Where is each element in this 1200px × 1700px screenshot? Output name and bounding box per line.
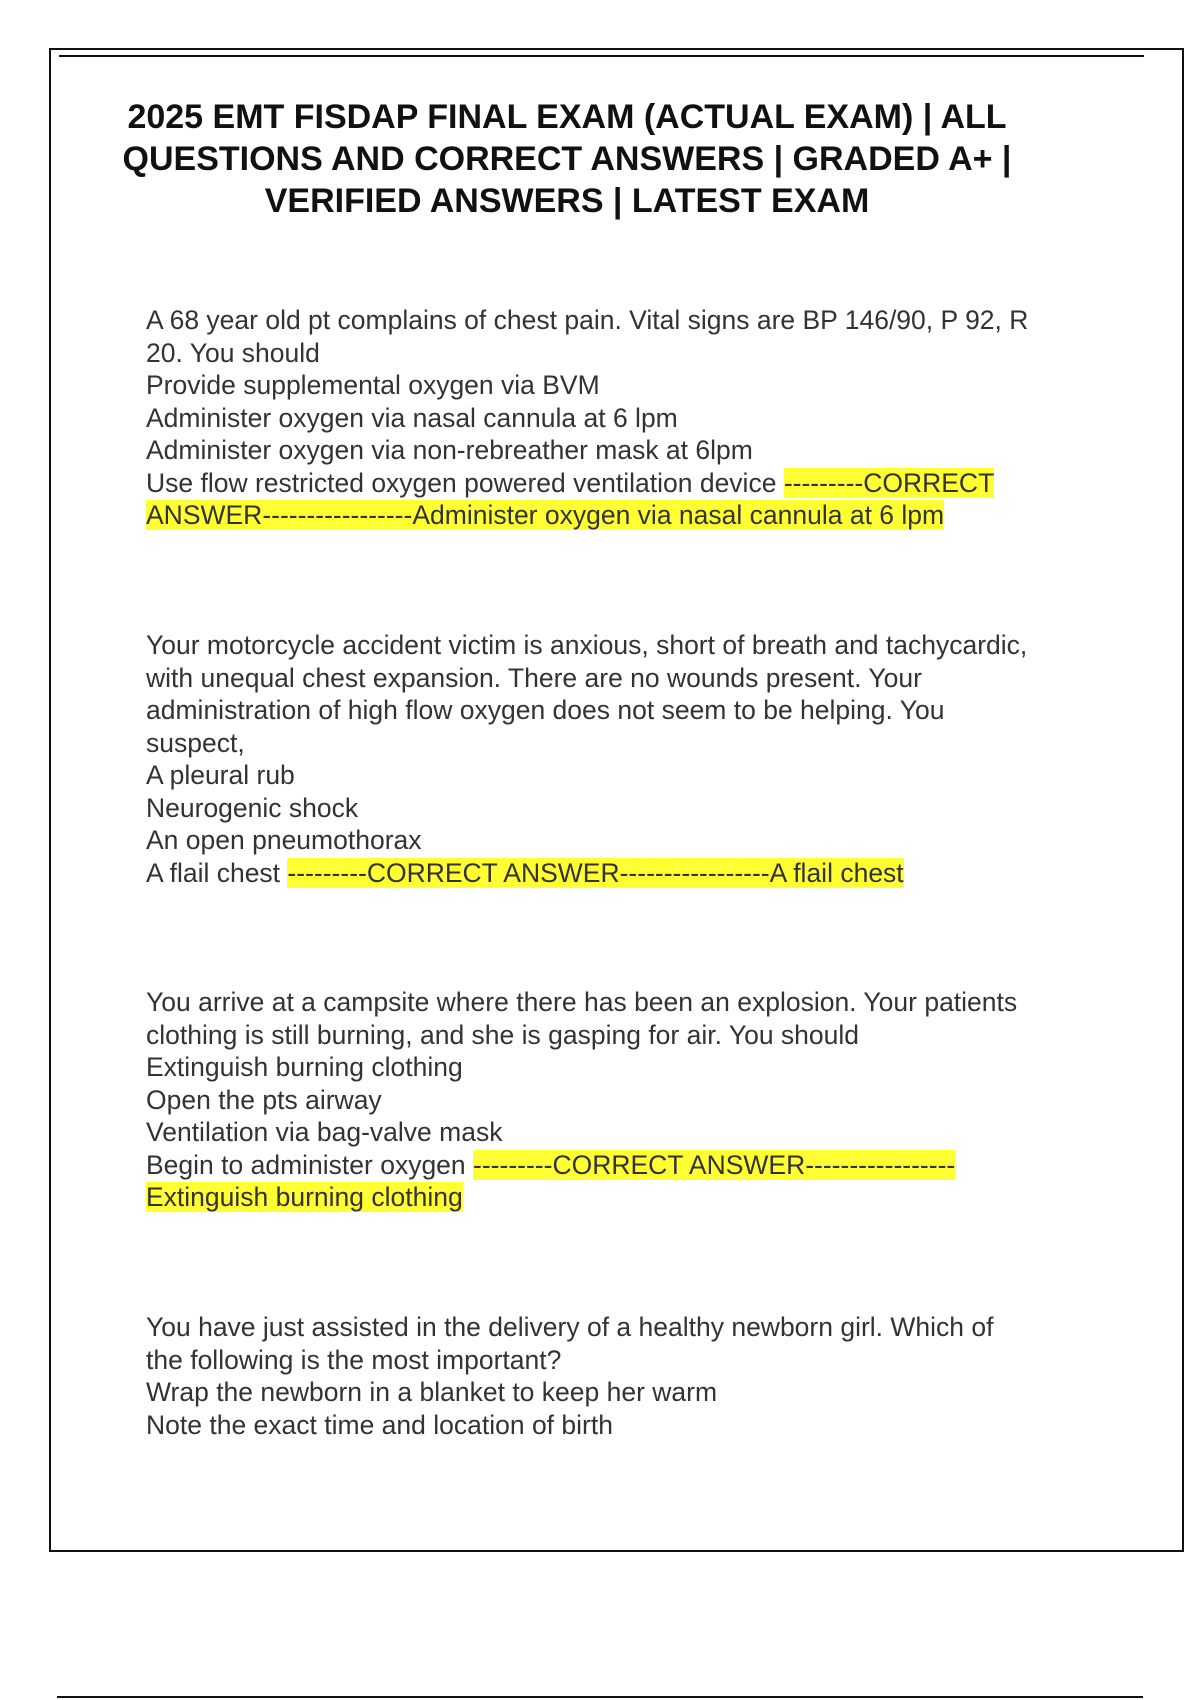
answer-option: Administer oxygen via nasal cannula at 6 lpm <box>146 402 678 433</box>
correct-answer-highlight: ANSWER-----------------Administer oxygen via nasal cannula at 6 lpm <box>146 500 945 530</box>
answer-option: Wrap the newborn in a blanket to keep her warm <box>146 1377 718 1407</box>
answer-option: Provide supplemental oxygen via BVM <box>146 370 600 400</box>
question-block-4 <box>146 1311 1096 1441</box>
answer-line <box>146 1181 1096 1214</box>
answer-option: A flail chest <box>146 857 281 888</box>
bottom-rule <box>57 1696 1143 1698</box>
question-text: the following is the most important? <box>146 1344 562 1375</box>
question-block-1 <box>146 304 1096 532</box>
document-title: 2025 EMT FISDAP FINAL EXAM (ACTUAL EXAM) | ALL QUESTIONS AND CORRECT ANSWERS | GRADED A+ | VERIFIED ANSWERS | LATEST EXAM <box>122 98 1012 220</box>
answer-line <box>146 499 1096 532</box>
answer-option: Open the pts airway <box>146 1084 382 1115</box>
answer-option: Neurogenic shock <box>146 792 359 823</box>
answer-option: A pleural rub <box>146 760 295 790</box>
answer-option: An open pneumothorax <box>146 825 422 855</box>
answer-option: Ventilation via bag-valve mask <box>146 1117 503 1147</box>
answer-option: Note the exact time and location of birth <box>146 1409 613 1440</box>
question-text: 20. You should <box>146 337 320 368</box>
correct-answer-highlight: Extinguish burning clothing <box>146 1182 463 1212</box>
answer-option-with-answer <box>146 467 1096 500</box>
answer-option-with-answer <box>146 857 1096 890</box>
question-text: A 68 year old pt complains of chest pain. Vital signs are BP 146/90, P 92, R <box>146 305 1029 335</box>
top-rule <box>59 55 1144 57</box>
question-text: Your motorcycle accident victim is anxious, short of breath and tachycardic, <box>146 630 1028 660</box>
question-text: You have just assisted in the delivery of a healthy newborn girl. Which of <box>146 1312 994 1342</box>
question-text: administration of high flow oxygen does not seem to be helping. You <box>146 695 945 725</box>
question-text: suspect, <box>146 727 245 758</box>
answer-option: Extinguish burning clothing <box>146 1052 463 1082</box>
question-text: clothing is still burning, and she is gasping for air. You should <box>146 1019 860 1050</box>
correct-answer-highlight: ---------CORRECT ANSWER-----------------A flail chest <box>287 857 904 888</box>
answer-option: Use flow restricted oxygen powered ventilation device <box>146 467 777 498</box>
correct-answer-highlight: ---------CORRECT ANSWER----------------- <box>473 1149 956 1180</box>
answer-option: Administer oxygen via non-rebreather mask at 6lpm <box>146 435 753 465</box>
question-text: with unequal chest expansion. There are no wounds present. Your <box>146 662 922 693</box>
answer-option: Begin to administer oxygen <box>146 1149 466 1180</box>
question-block-2 <box>146 629 1096 889</box>
answer-option-with-answer <box>146 1149 1096 1182</box>
question-text: You arrive at a campsite where there has been an explosion. Your patients <box>146 987 1018 1017</box>
question-block-3 <box>146 986 1096 1214</box>
correct-answer-highlight: ---------CORRECT <box>783 467 995 498</box>
